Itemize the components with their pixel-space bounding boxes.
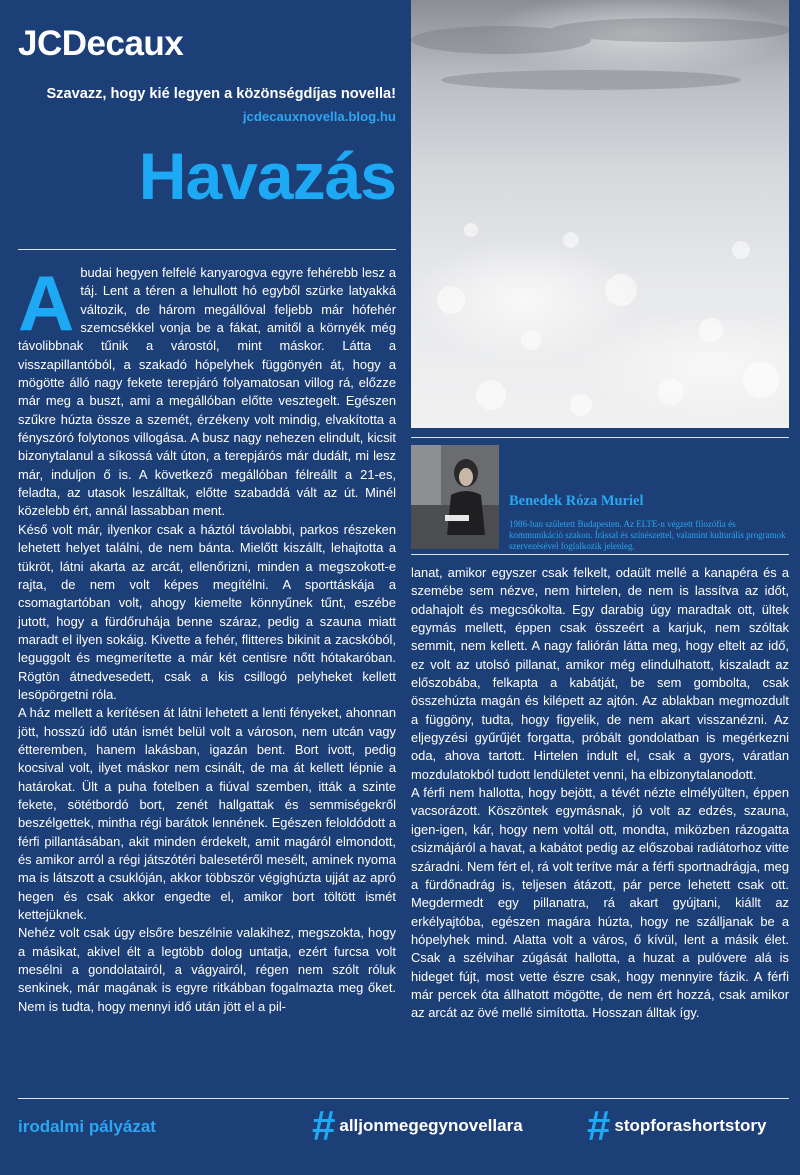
story-paragraph: Nehéz volt csak úgy elsőre beszélnie valakihez, megszokta, hogy a másikat, akivel élt a legtöbb dolog untatja, ezért furcsa volt mesélni a gondolatairól, a vágyairól, régen nem szólt róluk senkinek, már magának is egyre ritkábban fogalmazta meg őket. Nem is tudta, hogy mennyi idő után jött el a pil- bbox=[18, 925, 396, 1014]
author-name: Benedek Róza Muriel bbox=[509, 493, 644, 509]
drop-cap: A bbox=[18, 259, 75, 347]
story-column-left bbox=[18, 259, 396, 1016]
vote-tagline: Szavazz, hogy kié legyen a közönségdíjas novella! bbox=[46, 86, 396, 102]
story-paragraph: A férfi nem hallotta, hogy bejött, a tévét nézte elmélyülten, éppen vacsorázott. Köszöntek egymásnak, jó volt az edzés, szauna, igen-igen, kár, hogy nem voltál ott, mondta, miközben rázogatta csizmájáról a havat, a kabátot pedig az előszobai radiátorhoz vitte száradni. Nem fért el, rá volt terítve már a férfi sportnadrágja, meg a fürdőnadrág is, teljesen átázott, pár perce lehetett csak ott. Megdermedt egy pillanatra, rá akart gyújtani, kiállt az erkélyajtóba, egészen magára húzta, hogy ne szálljanak be a hópelyhek mind. Alatta volt a város, ő kívül, lent a másik élet. Csak a szélvihar zúgását hallotta, a huzat a pulóvere alá is hideget fújt, most vette észre csak, hogy mennyire fázik. A férfi már percek óta állhatott mögötte, de nem ért hozzá, csak amikor az arcát az övé mellé simította. Hosszan álltak így. bbox=[411, 785, 789, 1021]
hashtag-2[interactable]: # stopforashortstory bbox=[587, 1102, 767, 1149]
snow-photo bbox=[411, 0, 789, 428]
story-column-right bbox=[411, 564, 789, 1023]
author-bio: 1986-ban született Budapesten. Az ELTE-n végzett filozófia és kommunikáció szakon. Írással és színészettel, valamint kulturális programok szervezésével foglalkozik jelenleg. bbox=[509, 519, 786, 551]
author-divider bbox=[411, 554, 789, 555]
blog-url[interactable]: jcdecauxnovella.blog.hu bbox=[242, 109, 396, 124]
title-divider bbox=[18, 249, 396, 250]
hash-icon: # bbox=[587, 1102, 611, 1149]
hash-icon: # bbox=[312, 1102, 336, 1149]
footer-label: irodalmi pályázat bbox=[18, 1117, 156, 1136]
footer-divider bbox=[18, 1098, 789, 1099]
story-paragraph: A ház mellett a kerítésen át látni lehetett a lenti fényeket, ahonnan jött, hosszú idő után ismét belül volt a városon, nem utcán vagy étteremben, hanem lakásban, igazán bent. Bort ivott, pedig kocsival volt, ilyet máskor nem csinált, de ma át kellett lépnie a határokat. Ült a puha fotelben a fiúval szemben, itták a szinte fekete, sötétbordó bort, zenét hallgattak és semmiségekről beszélgettek, mintha régi barátok lennének. Egészen feloldódott a férfi pillantásában, akit minden érdekelt, amit magáról elmondott, és amikor arról a régi játszótéri balesetéről mesélt, aminek nyoma ma is látszott a csuklóján, akkor többször végighúzta ujját az apró hegen és csak akkor engedte el, amikor bort töltött ismét kettejüknek. bbox=[18, 705, 396, 923]
hashtag-1[interactable]: # alljonmegegynovellara bbox=[312, 1102, 523, 1149]
author-box bbox=[411, 443, 789, 551]
story-paragraph: Késő volt már, ilyenkor csak a háztól távolabbi, parkos részeken lehetett helyet találni, de nem bánta. Mielőtt kiszállt, lehajtotta a tükröt, látni akarta az arcát, ellenőrizni, minden a megszokott-e rajta, de nem volt képes megítélni. A sporttáskája a csomagtartóban volt, ahogy kiemelte könnyűnek tűnt, eszébe jutott, hogy a fürdőruhája benne száraz, pedig a szauna miatt maradt el ilyen sokáig. Kivette a fehér, flitteres bikinit a zacskóból, leguggolt és megmerítette a már két centisre nőtt hótakaróban. Rögtön átnedvesedett, csak a kis csillogó pelyheket kellett lesöpörgetni róla. bbox=[18, 521, 396, 702]
photo-divider bbox=[411, 437, 789, 438]
jcdecaux-logo: JCDecaux bbox=[18, 24, 184, 63]
story-paragraph: A budai hegyen felfelé kanyarogva egyre fehérebb lesz a táj. Lent a téren a lehullott hó egyből szürke latyakká változik, de három megállóval feljebb már hófehér szemcsékkel vonja be a fákat, amitől a környék még távolibbnak tűnik a várostól, mint máskor. Látta a visszapillantóból, a szakadó hópelyhek függönyén át, hogy a mögötte álló nagy fekete terepjáró folyamatosan villog rá, előzze már meg a buszt, ami a megállóban előtte vesztegelt. Egészen szűkre húzta össze a szemét, érzékeny volt mindig, elvakította a fényszóró folytonos villogása. A busz nagy nehezen elindult, kicsit bizonytalanul a síkossá vált úton, a terepjárós már dudált, mi lesz már, induljon ő is. A következő megállóban félreállt a 21-es, feladta, az utasok leszálltak, előtte szabaddá vált az út. Minél közelebb ért, annál lassabban ment. bbox=[18, 259, 396, 519]
author-photo bbox=[411, 445, 499, 549]
story-paragraph: lanat, amikor egyszer csak felkelt, odaült mellé a kanapéra és a szemébe sem nézve, nem hirtelen, de nem is lassítva az időt, odahajolt és megcsókolta. Egy darabig úgy maradtak ott, ültek egymás mellett, éppen csak összeért a karjuk, nem szóltak semmit, nem kellett. A nagy faliórán látta meg, hogy eltelt az idő, ez volt az utolsó pillanat, amikor még elindulhatott, kiszaladt az előszobába, felkapta a kabátját, be sem gombolta, csak összehúzta magán és kilépett az ajtón. Az ablakban megmozdult a függöny, tudta, hogy figyelik, de nem akart visszanézni. Az eljegyzési gyűrűjét forgatta, próbált gondolatban is megérkezni oda, ahova tartott. Hirtelen indult el, csak a gyors, váratlan mozdulatokból tudott lendületet venni, ha elbizonytalanodott. bbox=[411, 565, 789, 782]
story-title: Havazás bbox=[138, 139, 396, 213]
